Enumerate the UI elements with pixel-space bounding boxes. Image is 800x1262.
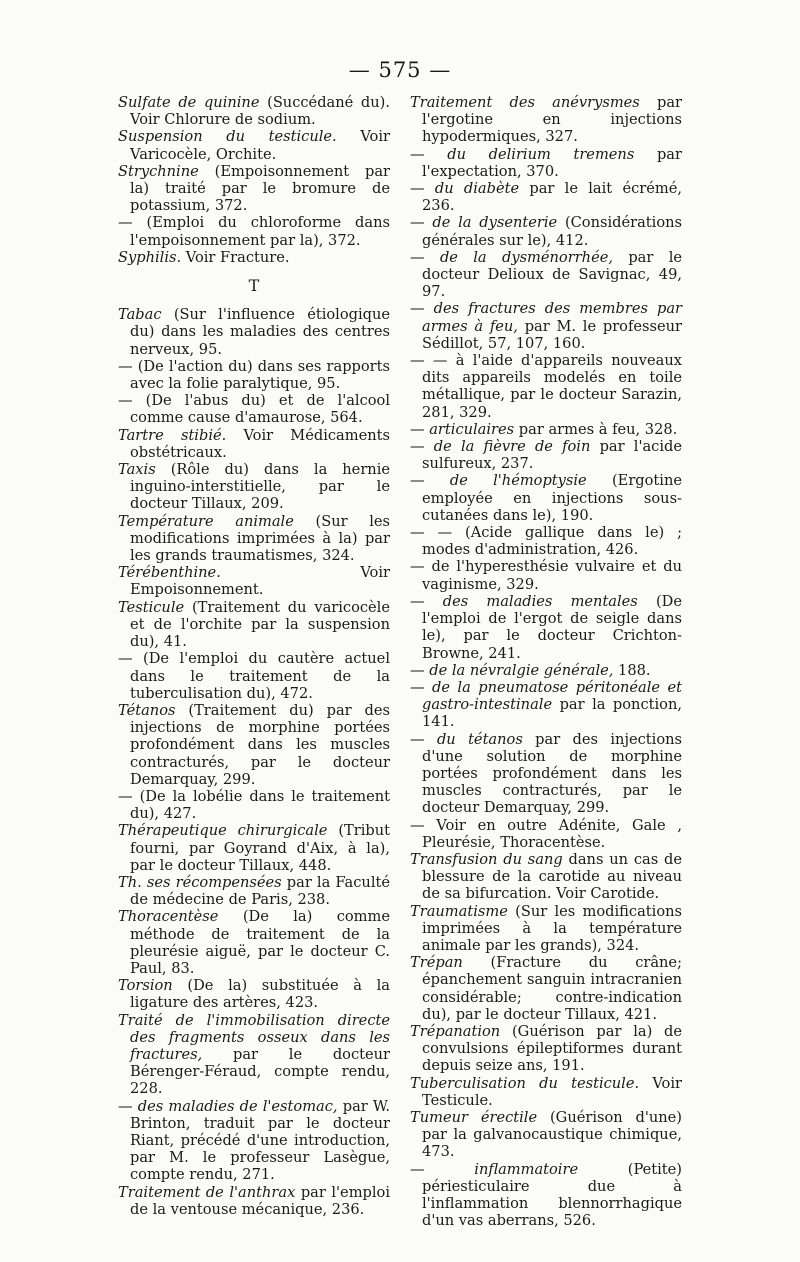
index-entry: [410, 438, 682, 472]
entry-headword: — de la pneumatose péritonéale et gastro-intestinale: [410, 678, 682, 714]
index-entry: [410, 214, 682, 248]
entry-text: par l'ergotine en injections hypodermiques, 327.: [422, 94, 682, 146]
entry-text: (De l'emploi de l'ergot de seigle dans le), par le docteur Crichton-Browne, 241.: [422, 592, 682, 662]
entry-headword: — des maladies de l'estomac,: [118, 1097, 338, 1115]
entry-text: par l'expectation, 370.: [422, 145, 682, 180]
index-entry: [118, 1184, 390, 1218]
entry-text: (Ergotine employée en injections sous-cutanées dans le), 190.: [422, 472, 682, 524]
entry-headword: Tétanos: [118, 701, 176, 719]
entry-headword: —: [118, 357, 133, 375]
entry-text: (Traitement du) par des injections de morphine portées profondément dans les muscles contracturés, par le docteur Demarquay, 299.: [130, 701, 390, 788]
entry-text: de l'hyperesthésie vulvaire et du vaginisme, 329.: [422, 558, 682, 593]
entry-headword: Traumatisme: [410, 902, 508, 920]
section-letter: T: [248, 276, 260, 296]
index-entry: [410, 421, 682, 438]
entry-text: par W. Brinton, traduit par le docteur Riant, précédé d'une introduction, par M. le professeur Lasègue, compte rendu, 271.: [130, 1097, 390, 1184]
entry-headword: Trépanation: [410, 1022, 501, 1040]
entry-text: (Sur les modifications imprimées à la température animale par les grands), 324.: [422, 902, 682, 954]
index-entry: [118, 214, 390, 248]
entry-headword: Testicule: [118, 598, 185, 616]
index-entry: [410, 817, 682, 851]
index-entry: [118, 908, 390, 977]
entry-text: Voir Fracture.: [181, 248, 290, 266]
left-column: [118, 94, 390, 1218]
entry-headword: Tabac: [118, 306, 162, 324]
entry-headword: — de la dysménorrhée,: [410, 248, 613, 266]
entry-text: dans un cas de blessure de la carotide au niveau de sa bifurcation. Voir Carotide.: [422, 850, 682, 903]
entry-headword: Taxis: [118, 461, 156, 479]
entry-text: par l'acide sulfureux, 237.: [422, 438, 682, 473]
entry-headword: —: [118, 650, 133, 668]
entry-text: (Traitement du varicocèle et de l'orchite par la suspension du), 41.: [130, 598, 390, 651]
index-entry: [410, 558, 682, 592]
entry-headword: Température animale: [118, 512, 294, 530]
entry-headword: Strychnine: [118, 162, 199, 180]
entry-headword: Tuberculisation du testicule.: [410, 1074, 640, 1092]
entry-headword: Th. ses récompensées: [118, 873, 282, 891]
entry-text: Voir Empoisonnement.: [130, 564, 390, 599]
entry-text: par M. le professeur Sédillot, 57, 107, 160.: [422, 317, 682, 352]
entry-text: par des injections d'une solution de morphine portées profondément dans les muscles contracturés, par le docteur Demarquay, 299.: [422, 730, 682, 817]
index-entry: [118, 513, 390, 565]
entry-text: Voir Varicocèle, Orchite.: [130, 128, 390, 163]
left-entries-after: [118, 306, 390, 1218]
entry-headword: — du delirium tremens: [410, 145, 635, 163]
index-entry: [410, 593, 682, 662]
index-entry: [410, 1161, 682, 1230]
entry-text: Voir Médicaments obstétricaux.: [130, 426, 390, 461]
index-entry: [410, 1075, 682, 1109]
entry-headword: Trépan: [410, 954, 463, 972]
index-entry: [410, 249, 682, 301]
entry-text: (Sur les modifications imprimées à la) par les grands traumatismes, 324.: [130, 512, 390, 565]
index-entry: [410, 146, 682, 180]
entry-text: — (Acide gallique dans le) ; modes d'administration, 426.: [422, 524, 682, 559]
entry-text: Voir en outre Adénite, Gale , Pleurésie, Thoracentèse.: [422, 816, 682, 851]
index-entry: [118, 306, 390, 358]
index-entry: [410, 352, 682, 421]
index-entry: [118, 650, 390, 702]
entry-headword: —: [410, 524, 425, 542]
index-entry: [410, 903, 682, 955]
index-entry: [118, 163, 390, 215]
entry-text: (De la) comme méthode de traitement de la pleurésie aiguë, par le docteur C. Paul, 83.: [130, 908, 390, 977]
right-column: [410, 94, 682, 1229]
entry-headword: Torsion: [118, 977, 173, 995]
index-entry: [118, 1012, 390, 1098]
entry-headword: Thoracentèse: [118, 908, 219, 926]
index-entry: [118, 702, 390, 788]
entry-headword: — des fractures des membres par armes à feu,: [410, 300, 682, 335]
entry-text: — à l'aide d'appareils nouveaux dits appareils modelés en toile métallique, par le docteur Sarazin, 281, 329.: [422, 352, 682, 421]
index-entry: [118, 874, 390, 908]
entry-text: par armes à feu, 328.: [514, 420, 678, 438]
index-entry: [410, 180, 682, 214]
entry-text: Voir Testicule.: [422, 1074, 682, 1109]
entry-headword: —: [118, 214, 133, 232]
entry-text: (Emploi du chloroforme dans l'empoisonnement par la), 372.: [130, 214, 390, 249]
entry-headword: — du tétanos: [410, 730, 523, 748]
entry-text: (Fracture du crâne; épanchement sanguin intracranien considérable; contre-indication du), par le docteur Tillaux, 421.: [422, 954, 682, 1023]
right-entries: [410, 94, 682, 1229]
index-entry: [118, 788, 390, 822]
entry-headword: —: [410, 816, 425, 834]
entry-text: (Guérison d'une) par la galvanocaustique chimique, 473.: [422, 1108, 683, 1161]
entry-headword: Traitement des anévrysmes: [410, 94, 640, 111]
entry-text: par le docteur Delioux de Savignac, 49, 97.: [422, 248, 682, 301]
index-entry: [410, 731, 682, 817]
entry-headword: Traité de l'immobilisation directe des fragments osseux dans les fractures,: [118, 1011, 390, 1063]
index-entry: [410, 300, 682, 352]
index-entry: [410, 94, 682, 146]
index-entry: [410, 1023, 682, 1075]
index-entry: [118, 427, 390, 461]
entry-text: par l'emploi de la ventouse mécanique, 236.: [130, 1183, 390, 1218]
entry-headword: Transfusion du sang: [410, 850, 563, 868]
index-entry: [118, 599, 390, 651]
entry-text: par la Faculté de médecine de Paris, 238.: [130, 873, 390, 909]
entry-headword: Sulfate de quinine: [118, 94, 260, 111]
entry-headword: — inflammatoire: [410, 1160, 579, 1178]
entry-text: (De l'abus du) et de l'alcool comme cause d'amaurose, 564.: [130, 392, 390, 427]
index-entry: [410, 679, 682, 731]
entry-text: (De la) substituée à la ligature des artères, 423.: [130, 977, 390, 1012]
index-entry: [410, 1109, 682, 1161]
entry-text: (Guérison par la) de convulsions épileptiformes durant depuis seize ans, 191.: [422, 1022, 682, 1075]
index-entry: [118, 461, 390, 513]
entry-text: (De l'emploi du cautère actuel dans le traitement de la tuberculisation du), 472.: [130, 650, 390, 702]
index-entry: [410, 954, 682, 1023]
entry-text: (Considérations générales sur le), 412.: [422, 214, 683, 249]
entry-headword: —: [410, 558, 425, 576]
entry-headword: Syphilis.: [118, 248, 182, 266]
index-entry: [118, 564, 390, 598]
entry-text: (Empoisonnement par la) traité par le bromure de potassium, 372.: [130, 162, 390, 215]
page-number: — 575 —: [348, 58, 452, 82]
entry-text: (Tribut fourni, par Goyrand d'Aix, à la), par le docteur Tillaux, 448.: [130, 822, 390, 874]
index-entry: [118, 1098, 390, 1184]
entry-headword: — de l'hémoptysie: [410, 472, 587, 490]
entry-text: par la ponction, 141.: [422, 696, 682, 731]
index-entry: [410, 851, 682, 903]
index-entry: [410, 524, 682, 558]
index-entry: [118, 358, 390, 392]
index-entry: [118, 392, 390, 426]
entry-headword: Tumeur érectile: [410, 1108, 538, 1126]
index-entry: [118, 977, 390, 1011]
entry-text: (Rôle du) dans la hernie inguino-interstitielle, par le docteur Tillaux, 209.: [130, 461, 390, 513]
entry-text: par le lait écrémé, 236.: [422, 180, 682, 215]
entry-headword: — de la dysenterie: [410, 214, 558, 232]
entry-text: (De la lobélie dans le traitement du), 427.: [130, 787, 390, 823]
index-entry: [118, 249, 390, 266]
index-entry: [410, 662, 682, 679]
entry-headword: Thérapeutique chirurgicale: [118, 822, 328, 840]
entry-text: (De l'action du) dans ses rapports avec la folie paralytique, 95.: [130, 357, 390, 393]
entry-headword: — du diabète: [410, 180, 520, 198]
entry-headword: —: [410, 352, 425, 370]
index-entry: [410, 472, 682, 524]
entry-headword: — de la névralgie générale,: [410, 661, 614, 679]
entry-text: 188.: [613, 661, 651, 679]
left-entries-before: [118, 94, 390, 266]
entry-headword: — articulaires: [410, 420, 515, 438]
entry-headword: —: [118, 392, 133, 410]
entry-headword: Térébenthine.: [118, 564, 221, 582]
entry-text: par le docteur Bérenger-Féraud, compte rendu, 228.: [130, 1045, 390, 1098]
entry-text: (Petite) périesticulaire due à l'inflammation blennorrhagique d'un vas aberrans, 526.: [422, 1160, 682, 1230]
entry-headword: Traitement de l'anthrax: [118, 1183, 296, 1201]
entry-headword: Tartre stibié.: [118, 426, 227, 444]
index-entry: [118, 128, 390, 162]
entry-text: (Sur l'influence étiologique du) dans les maladies des centres nerveux, 95.: [130, 306, 390, 358]
entry-headword: — des maladies mentales: [410, 592, 638, 610]
entry-headword: Suspension du testicule.: [118, 128, 337, 146]
entry-text: (Succédané du). Voir Chlorure de sodium.: [130, 94, 390, 129]
entry-headword: — de la fièvre de foin: [410, 438, 591, 456]
index-entry: [118, 822, 390, 874]
entry-headword: —: [118, 787, 133, 805]
index-entry: [118, 94, 390, 128]
